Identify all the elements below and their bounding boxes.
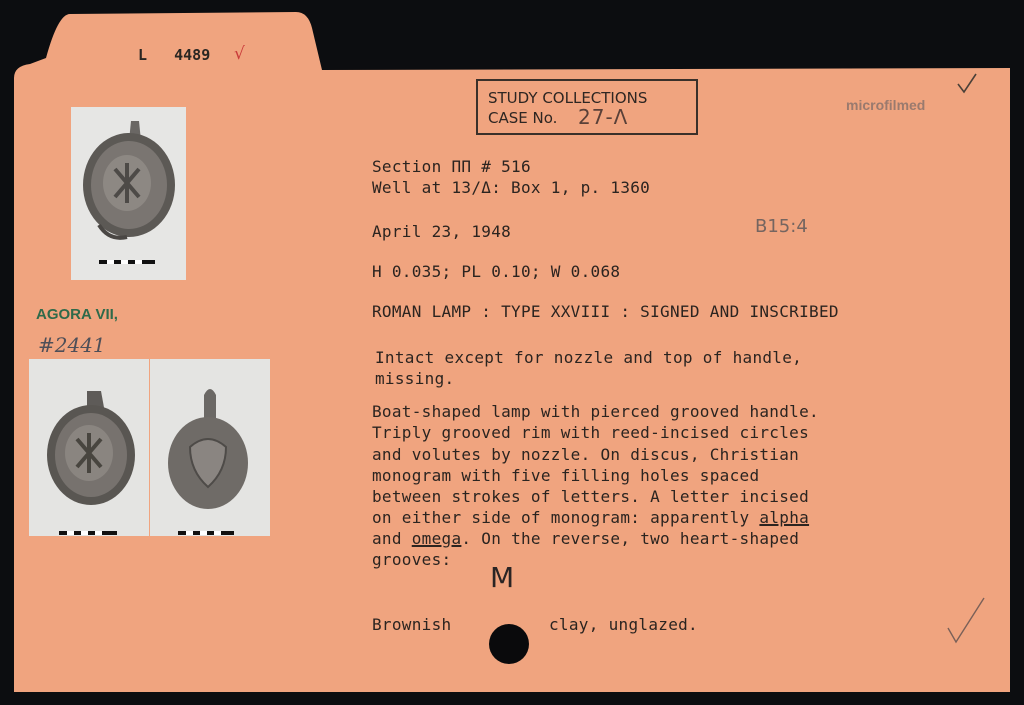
dimensions-line: H 0.035; PL 0.10; W 0.068 xyxy=(372,262,621,281)
clay-description: clay, unglazed. xyxy=(549,615,698,634)
punch-hole xyxy=(489,624,529,664)
description-line-2: Triply grooved rim with reed-incised circles xyxy=(372,423,810,442)
description-line-1: Boat-shaped lamp with pierced grooved handle. xyxy=(372,402,819,421)
lamp-image xyxy=(71,107,186,280)
description-line-5: between strokes of letters. A letter incised xyxy=(372,487,810,506)
microfilmed-stamp: microfilmed xyxy=(846,97,926,113)
description-line-7: and omega. On the reverse, two heart-shaped xyxy=(372,529,800,548)
lamp-photo-front xyxy=(29,359,149,536)
alpha-word: alpha xyxy=(759,508,810,527)
description-line-6: on either side of monogram: apparently alpha xyxy=(372,508,810,527)
stamp-title: STUDY COLLECTIONS xyxy=(488,89,648,107)
condition-line-2: missing. xyxy=(375,369,455,388)
lamp-photo-reverse xyxy=(150,359,270,536)
agora-number: #2441 xyxy=(38,333,106,357)
description-line-3: and volutes by nozzle. On discus, Christian xyxy=(372,445,800,464)
type-line: ROMAN LAMP : TYPE XXVIII : SIGNED AND INSCRIBED xyxy=(372,302,839,321)
red-tick: √ xyxy=(234,44,245,64)
clay-label: Brownish xyxy=(372,615,452,634)
stamp-case-number: 27-Λ xyxy=(578,105,629,129)
section-line: Section ΠΠ # 516 xyxy=(372,157,531,176)
agora-reference: AGORA VII, xyxy=(36,306,118,323)
lamp-image xyxy=(29,359,149,536)
stamp-case-label: CASE No. xyxy=(488,109,558,127)
lamp-photo-front-top xyxy=(71,107,186,280)
handwritten-code: B15:4 xyxy=(755,216,808,237)
date-line: April 23, 1948 xyxy=(372,222,512,241)
well-line: Well at 13/Δ: Box 1, p. 1360 xyxy=(372,178,651,197)
lamp-image xyxy=(150,359,270,536)
signature-letter: M xyxy=(490,561,515,594)
study-collections-stamp xyxy=(476,79,698,135)
catalog-number: L 4489 xyxy=(138,46,211,64)
omega-word: omega xyxy=(411,529,462,548)
condition-line-1: Intact except for nozzle and top of handle, xyxy=(375,348,803,367)
description-line-8: grooves: xyxy=(372,550,452,569)
description-line-4: monogram with five filling holes spaced xyxy=(372,466,760,485)
